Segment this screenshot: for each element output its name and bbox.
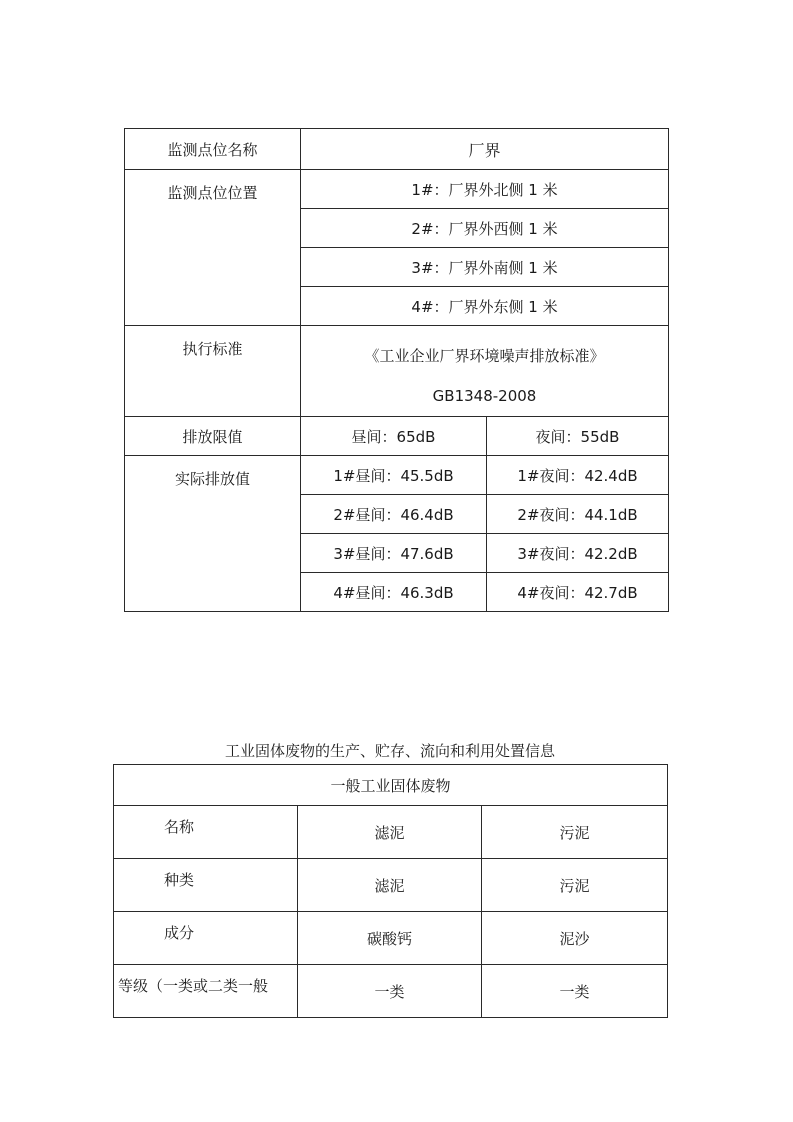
position-2: 2#：厂界外西侧 1 米 [301,209,669,248]
limit-day: 昼间：65dB [301,417,487,456]
actual-day-1: 1#昼间：45.5dB [301,456,487,495]
actual-day-4: 4#昼间：46.3dB [301,573,487,612]
waste-table-caption: 工业固体废物的生产、贮存、流向和利用处置信息 [224,742,555,760]
actual-night-1: 1#夜间：42.4dB [487,456,669,495]
waste-row-label: 种类 [114,859,298,912]
position-4: 4#：厂界外东侧 1 米 [301,287,669,326]
position-3: 3#：厂界外南侧 1 米 [301,248,669,287]
waste-row-label: 等级（一类或二类一般 [114,965,298,1018]
position-1: 1#：厂界外北侧 1 米 [301,170,669,209]
actual-night-3: 3#夜间：42.2dB [487,534,669,573]
waste-cell: 碳酸钙 [298,912,482,965]
actual-day-3: 3#昼间：47.6dB [301,534,487,573]
waste-row-label: 成分 [114,912,298,965]
actual-night-2: 2#夜间：44.1dB [487,495,669,534]
actual-night-4: 4#夜间：42.7dB [487,573,669,612]
actual-day-2: 2#昼间：46.4dB [301,495,487,534]
solid-waste-table [113,764,668,1018]
waste-cell: 泥沙 [482,912,668,965]
standard-code: GB1348-2008 [432,387,537,405]
waste-cell: 污泥 [482,806,668,859]
waste-row-label: 名称 [114,806,298,859]
waste-cell: 一类 [482,965,668,1018]
waste-cell: 滤泥 [298,859,482,912]
standard-name: 《工业企业厂界环境噪声排放标准》 [364,347,605,365]
point-name-value: 厂界 [301,129,669,170]
position-label: 监测点位位置 [125,170,301,326]
waste-cell: 一类 [298,965,482,1018]
waste-cell: 滤泥 [298,806,482,859]
waste-cell: 污泥 [482,859,668,912]
limit-label: 排放限值 [125,417,301,456]
standard-cell [301,326,669,417]
standard-label: 执行标准 [125,326,301,417]
limit-night: 夜间：55dB [487,417,669,456]
actual-label: 实际排放值 [125,456,301,612]
waste-header: 一般工业固体废物 [114,765,668,806]
point-name-label: 监测点位名称 [125,129,301,170]
noise-monitoring-table [124,128,669,612]
